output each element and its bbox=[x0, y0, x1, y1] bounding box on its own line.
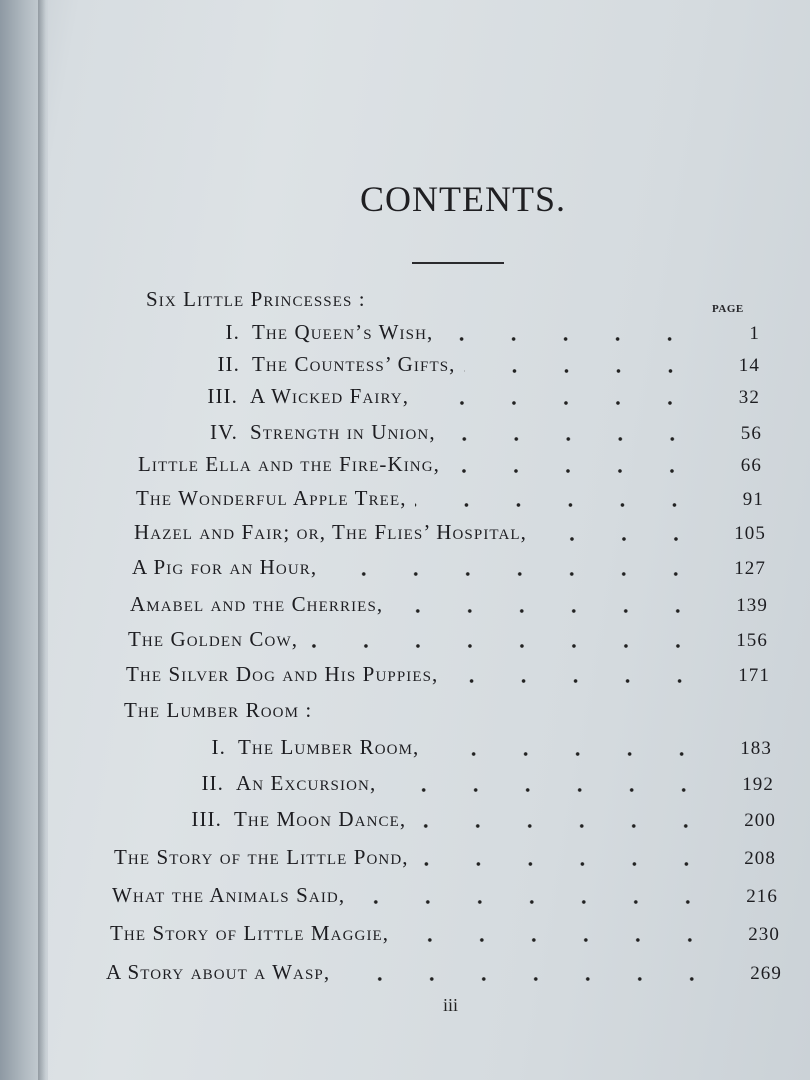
toc-entry-title: The Lumber Room, bbox=[238, 735, 420, 759]
dot-leader bbox=[444, 436, 698, 442]
toc-entry-title: The Queen’s Wish, bbox=[252, 320, 434, 344]
page-folio: iii bbox=[443, 995, 459, 1015]
toc-entry-title: A Story about a Wasp, bbox=[106, 960, 331, 984]
toc-entry-page-number: 192 bbox=[742, 774, 774, 795]
toc-entry-title: The Story of the Little Pond, bbox=[114, 845, 409, 869]
toc-entry bbox=[190, 320, 760, 350]
toc-entry-numeral: II. bbox=[217, 352, 240, 376]
dot-leader bbox=[384, 787, 710, 793]
toc-entry-numeral: III. bbox=[207, 384, 238, 408]
dot-leader bbox=[441, 336, 696, 342]
dot-leader bbox=[414, 823, 712, 829]
toc-entry-page-number: 91 bbox=[742, 489, 764, 510]
toc-entry-title: Amabel and the Cherries, bbox=[130, 592, 384, 616]
page-fold-shadow bbox=[38, 0, 46, 1080]
dot-leader bbox=[417, 400, 696, 406]
dot-leader bbox=[446, 678, 706, 684]
toc-entry-page-number: 208 bbox=[744, 848, 776, 869]
toc-entry bbox=[132, 555, 766, 585]
toc-entry-page-number: 156 bbox=[736, 630, 768, 651]
toc-entry-title: The Story of Little Maggie, bbox=[110, 921, 390, 945]
dot-leader bbox=[325, 571, 702, 577]
toc-entry bbox=[182, 352, 760, 382]
toc-entry-page-number: 171 bbox=[738, 665, 770, 686]
toc-entry-title: Hazel and Fair; or, The Flies’ Hospital, bbox=[134, 520, 528, 544]
toc-entry-page-number: 139 bbox=[736, 595, 768, 616]
toc-entry-numeral: III. bbox=[191, 807, 222, 831]
dot-leader bbox=[417, 861, 712, 867]
toc-entry bbox=[124, 698, 770, 728]
dot-leader bbox=[464, 368, 696, 374]
dot-leader bbox=[535, 536, 702, 542]
toc-entry bbox=[112, 883, 778, 913]
toc-entry bbox=[136, 486, 764, 516]
toc-entry-page-number: 14 bbox=[738, 355, 760, 376]
toc-entry-title: The Moon Dance, bbox=[234, 807, 407, 831]
toc-entry-title: An Excursion, bbox=[236, 771, 377, 795]
toc-entry-numeral: I. bbox=[211, 735, 226, 759]
dot-leader bbox=[397, 937, 716, 943]
toc-entry bbox=[134, 520, 766, 550]
toc-entry-title: The Golden Cow, bbox=[128, 627, 299, 651]
toc-entry-numeral: I. bbox=[225, 320, 240, 344]
toc-entry-title: Strength in Union, bbox=[250, 420, 436, 444]
dot-leader bbox=[448, 468, 698, 474]
toc-entry bbox=[160, 771, 774, 801]
toc-entry bbox=[146, 287, 760, 317]
toc-entry-title: The Countess’ Gifts, bbox=[252, 352, 456, 376]
toc-entry bbox=[138, 452, 762, 482]
contents-title: CONTENTS. bbox=[360, 179, 566, 219]
dot-leader bbox=[353, 899, 714, 905]
toc-entry bbox=[150, 807, 776, 837]
dot-leader bbox=[427, 751, 708, 757]
toc-entry bbox=[114, 845, 776, 875]
toc-entry-numeral: II. bbox=[201, 771, 224, 795]
toc-entry-page-number: 1 bbox=[749, 323, 760, 344]
toc-entry-page-number: 66 bbox=[740, 455, 762, 476]
toc-entry-page-number: 56 bbox=[740, 423, 762, 444]
toc-entry-page-number: 230 bbox=[748, 924, 780, 945]
title-rule bbox=[412, 262, 504, 264]
page-column-header: PAGE bbox=[712, 303, 744, 315]
toc-entry-title: A Pig for an Hour, bbox=[132, 555, 318, 579]
toc-entry-page-number: 216 bbox=[746, 886, 778, 907]
toc-entry-title: The Lumber Room : bbox=[124, 698, 313, 722]
toc-entry-page-number: 269 bbox=[750, 963, 782, 984]
toc-entry-title: What the Animals Said, bbox=[112, 883, 346, 907]
toc-entry-title: A Wicked Fairy, bbox=[250, 384, 410, 408]
toc-entry bbox=[172, 384, 760, 414]
toc-entry-title: The Silver Dog and His Puppies, bbox=[126, 662, 439, 686]
toc-entry bbox=[172, 420, 762, 450]
toc-entry bbox=[128, 627, 768, 657]
toc-entry-page-number: 32 bbox=[738, 387, 760, 408]
toc-entry-title: The Wonderful Apple Tree, bbox=[136, 486, 407, 510]
dot-leader bbox=[338, 976, 718, 982]
toc-entry-title: Little Ella and the Fire-King, bbox=[138, 452, 441, 476]
toc-entry bbox=[110, 921, 780, 951]
toc-entry-numeral: IV. bbox=[209, 420, 238, 444]
toc-entry-title: Six Little Princesses : bbox=[146, 287, 366, 311]
toc-entry bbox=[106, 960, 782, 990]
toc-entry-page-number: 127 bbox=[734, 558, 766, 579]
toc-entry bbox=[126, 662, 770, 692]
toc-entry-page-number: 105 bbox=[734, 523, 766, 544]
dot-leader bbox=[415, 502, 700, 508]
toc-entry-page-number: 183 bbox=[740, 738, 772, 759]
dot-leader bbox=[306, 643, 704, 649]
toc-entry-page-number: 200 bbox=[744, 810, 776, 831]
toc-entry bbox=[130, 592, 768, 622]
dot-leader bbox=[391, 608, 704, 614]
toc-entry bbox=[164, 735, 772, 765]
